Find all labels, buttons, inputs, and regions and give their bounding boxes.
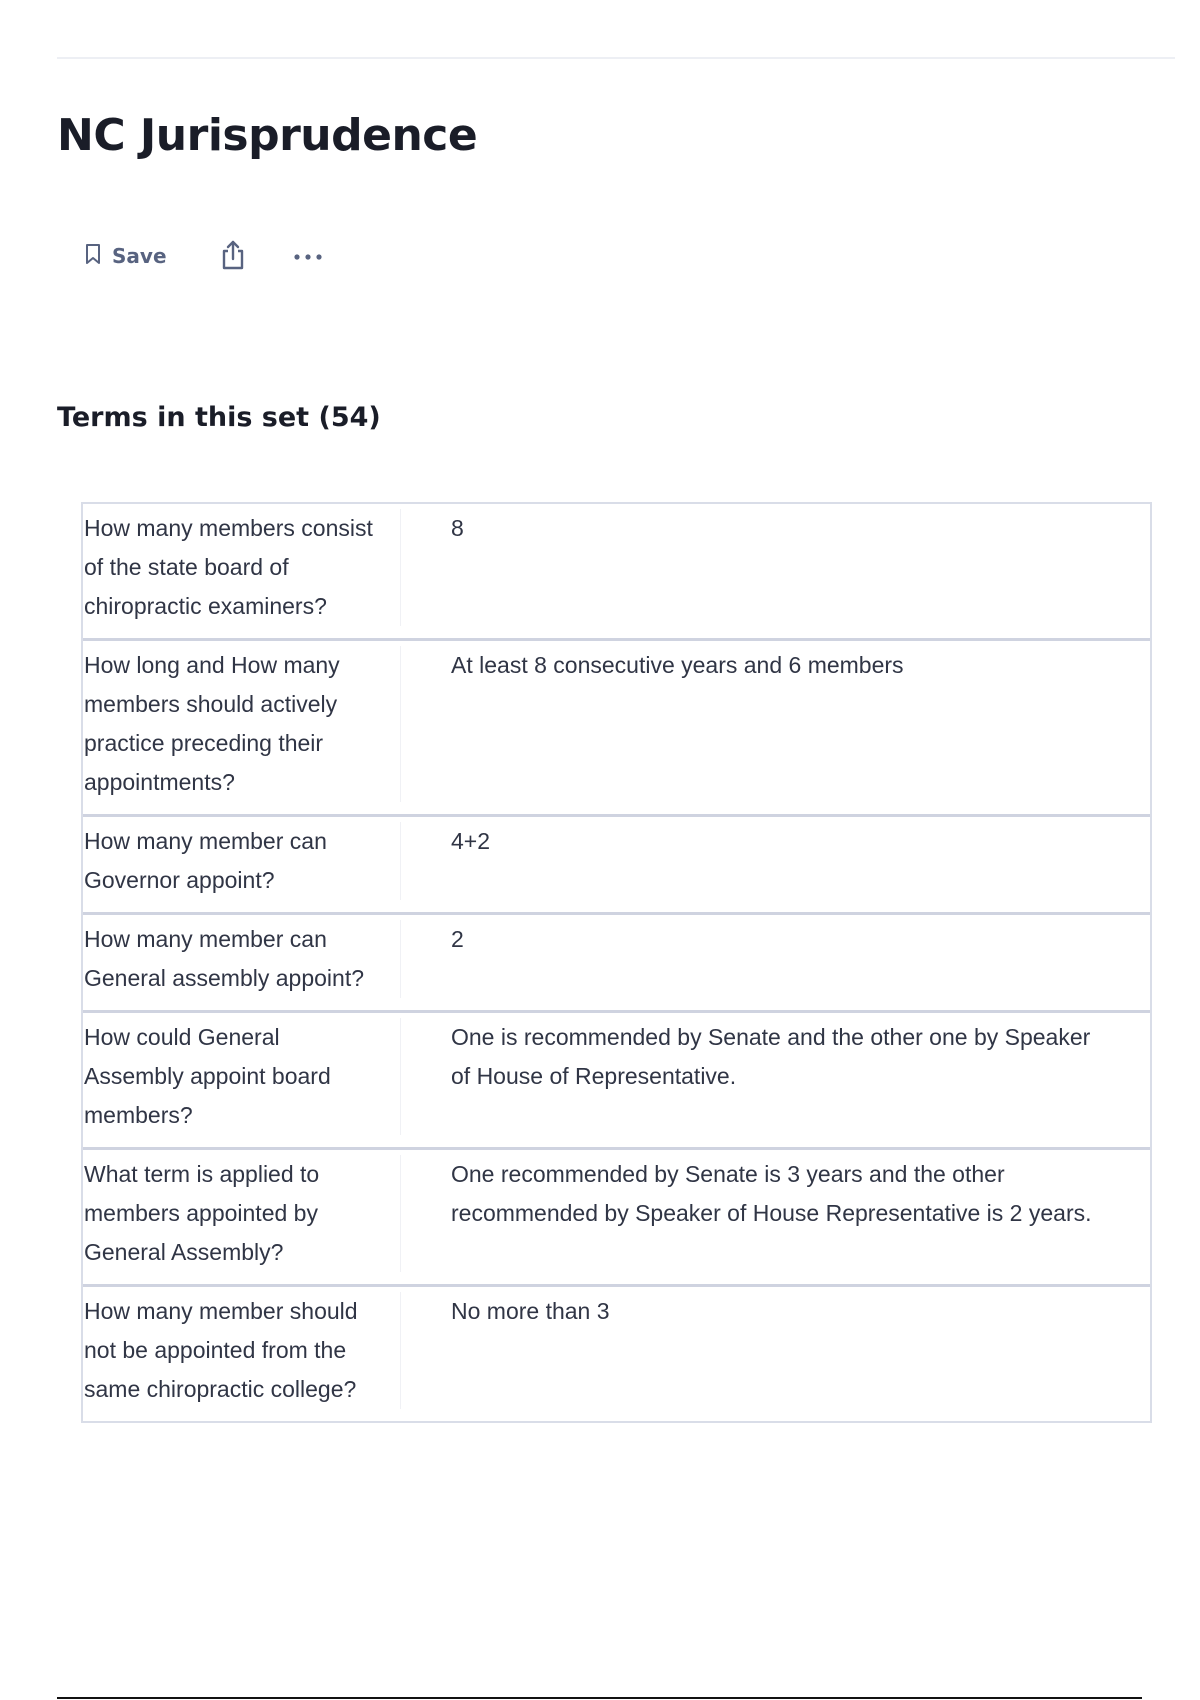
term-row	[83, 638, 1150, 814]
definition-text: No more than 3	[451, 1298, 610, 1324]
term-row	[83, 1010, 1150, 1147]
terms-table	[81, 502, 1152, 1423]
definition-text: One recommended by Senate is 3 years and the other recommended by Speaker of House Representative is 2 years.	[451, 1161, 1092, 1226]
term-text: How long and How many members should actively practice preceding their appointments?	[83, 646, 401, 802]
share-icon	[219, 239, 247, 274]
definition-text: 2	[451, 926, 464, 952]
term-text: How could General Assembly appoint board members?	[83, 1018, 401, 1135]
definition-text: 4+2	[451, 828, 491, 854]
definition-text: At least 8 consecutive years and 6 members	[451, 652, 904, 678]
page-title: NC Jurisprudence	[57, 110, 478, 161]
save-label: Save	[112, 244, 167, 268]
term-text: What term is applied to members appointed by General Assembly?	[83, 1155, 401, 1272]
definition-text: 8	[451, 515, 464, 541]
top-divider	[57, 57, 1175, 59]
more-options-icon	[293, 249, 323, 264]
term-text: How many member can Governor appoint?	[83, 822, 401, 900]
action-toolbar	[84, 236, 323, 276]
bookmark-icon	[84, 243, 102, 270]
terms-heading: Terms in this set (54)	[57, 402, 381, 433]
bottom-divider	[57, 1697, 1142, 1699]
term-row	[83, 1284, 1150, 1421]
term-text: How many members consist of the state board of chiropractic examiners?	[83, 509, 401, 626]
term-text: How many member can General assembly appoint?	[83, 920, 401, 998]
term-text: How many member should not be appointed from the same chiropractic college?	[83, 1292, 401, 1409]
share-button[interactable]	[219, 239, 247, 274]
term-row	[83, 504, 1150, 638]
save-button[interactable]	[84, 243, 167, 270]
definition-text: One is recommended by Senate and the other one by Speaker of House of Representative.	[451, 1024, 1091, 1089]
more-options-button[interactable]	[293, 249, 323, 264]
term-row	[83, 1147, 1150, 1284]
term-row	[83, 814, 1150, 912]
term-row	[83, 912, 1150, 1010]
